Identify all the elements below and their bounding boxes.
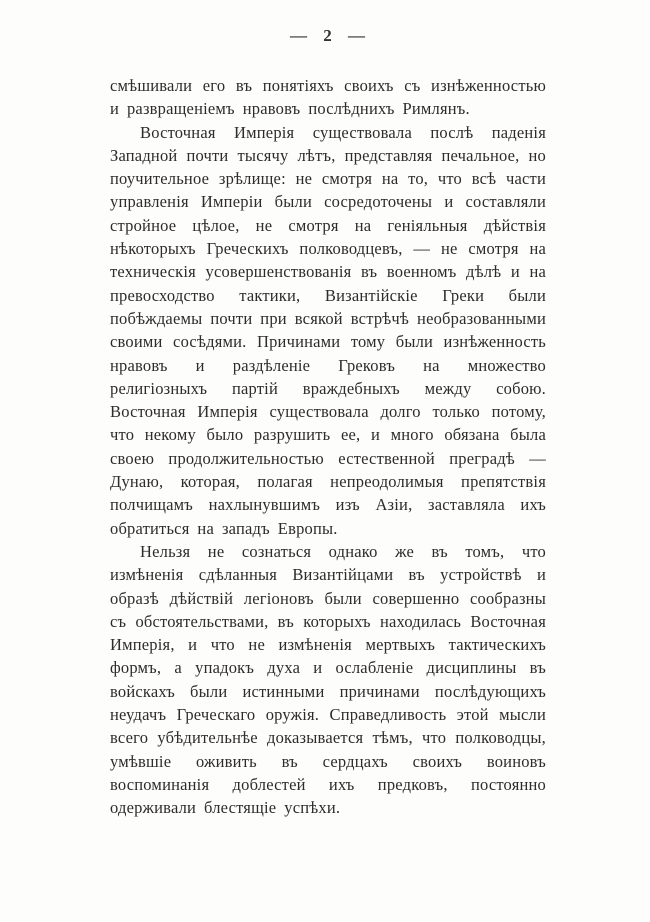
paragraph: Нельзя не сознаться однако же въ томъ, что измѣненія сдѣланныя Византійцами въ устройствѣ и образѣ дѣйствій легіоновъ были совершенно сообразны съ обстоятельствами, въ которыхъ находилась Восточная Имперія, и что не измѣненія мертвыхъ тактическихъ формъ, а упадокъ духа и ослабленіе дисциплины въ войскахъ были истинными причинами послѣдующихъ неудачъ Греческаго оружія. Справедливость этой мысли всего убѣдительнѣе доказывается тѣмъ, что полководцы, умѣвшіе оживить въ сердцахъ своихъ воиновъ воспоминанія доблестей ихъ предковъ, постоянно одерживали блестящіе успѣхи. xyxy=(110,541,546,818)
page-text-block xyxy=(110,74,546,820)
paragraph-continuation: смѣшивали его въ понятіяхъ своихъ съ изнѣженностью и развращеніемъ нравовъ послѣднихъ Римлянъ. xyxy=(110,76,546,119)
paragraph: Восточная Имперія существовала послѣ паденія Западной почти тысячу лѣтъ, представляя печальное, но поучительное зрѣлище: не смотря на то, что всѣ части управленія Имперіи были сосредоточены и составляли стройное цѣлое, не смотря на геніяльныя дѣйствія нѣкоторыхъ Греческихъ полководцевъ, — не смотря на техническія усовершенствованія въ военномъ дѣлѣ и на превосходство тактики, Византійскіе Греки были побѣждаемы почти при всякой встрѣчѣ необразованными своими сосѣдями. Причинами тому были изнѣженность нравовъ и раздѣленіе Грековъ на множество религіозныхъ партій враждебныхъ между собою. Восточная Имперія существовала долго только потому, что некому было разрушить ее, и много обязана была своею продолжительностью естественной преградѣ — Дунаю, которая, полагая непреодолимыя препятствія полчищамъ нахлынувшимъ изъ Азіи, заставляла ихъ обратиться на западъ Европы. xyxy=(110,122,546,538)
page-number: — 2 — xyxy=(290,26,366,45)
